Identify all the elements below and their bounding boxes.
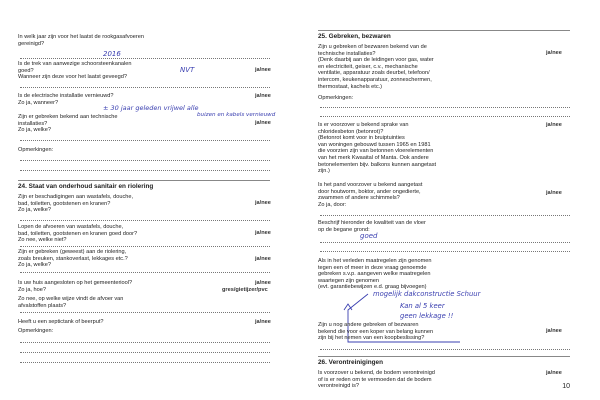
answer-25-1: ja/nee [546,50,562,56]
answer-line [20,160,270,161]
handwriting-good: goed [360,232,378,240]
answer-line [20,352,270,353]
answer-chimney-yesno: ja/nee [255,67,271,73]
remarks-label-3: Opmerkingen: [318,95,354,101]
answer-25-2: ja/nee [546,122,562,128]
answer-line [20,170,270,171]
answer-24-2: ja/nee [255,230,271,236]
section-divider [18,180,270,181]
answer-25-6: ja/nee [546,328,562,334]
q-electric-defects: Zijn er gebreken bekend aan technische installaties? Zo ja, welke? [18,114,118,134]
handwriting-nvt: NVT [180,66,195,74]
answer-24-4a: ja/nee [255,280,271,286]
page-number: 10 [562,383,570,390]
q-chimney-draft: Is de trek van aanwezige schoorsteenkanalen goed? [18,61,132,74]
q-electric-renewed: Is de electrische installatie vernieuwd? Zo ja, wanneer? [18,93,114,106]
q24-damage: Zijn er beschadigingen aan wastafels, douche, bad, toiletten, gootstenen en kranen? Zo ja, welke? [18,194,134,214]
q25-installations: Zijn u gebreken of bezwaren bekend van de technische installaties? (Denk daarbij aan de leidingen voor gas, water en electriciteit, geiser, c.v., mechanische ventilatie, apparatuur zoals deurbel, telefoon/ intercom, keukenapparatuur, zonneschermen, thermostaat, kachels etc.) [318,44,434,90]
section-divider [318,356,570,357]
q24-drains: Lopen de afvoeren van wastafels, douche, bad, toiletten, gootstenen en kranen goed door? Zo nee, welke niet? [18,224,138,244]
answer-line [320,251,570,252]
handwriting-note-1: mogelijk dakconstructie Schuur [373,290,481,298]
handwriting-electric-2: buizen en kabels vernieuwd [197,112,276,118]
handwriting-electric: ± 30 jaar geleden vrijwel alle [103,104,199,112]
answer-line [20,87,270,88]
answer-line [20,140,270,141]
q26-soil-pollution: Is voorzover u bekend, de bodem verontreinigd of is er reden om te vermoeden dat de bodem verontreinigd is? [318,370,435,390]
answer-line [320,107,570,108]
q24-sewer-defects: Zijn er gebreken (geweest) aan de riolering, zoals breuken, stankoverlast, lekkages etc.? Zo ja, welke? [18,249,128,269]
answer-electric-defect-yesno: ja/nee [255,120,271,126]
answer-line [20,220,270,221]
section-26-title: 26. Verontreinigingen [318,359,383,366]
answer-24-4b: gres/gietijzer/pvc [222,287,268,293]
remarks-label: Opmerkingen: [18,147,54,153]
answer-line [20,246,270,247]
answer-26-1: ja/nee [546,370,562,376]
q24-municipal-sewer: Is uw huis aangesloten op het gemeenteriool? Zo ja, hoe? [18,280,133,293]
section-25-title: 25. Gebreken, bezwaren [318,33,391,40]
answer-line [20,342,270,343]
answer-electric-yesno: ja/nee [255,93,271,99]
q24-waste-disposal: Zo nee, op welke wijze vindt de afvoer van afvalstoffen plaats? [18,296,124,309]
section-divider [318,30,570,31]
q25-pests: Is het pand voorzover u bekend aangetast door houtworm, boktor, ander ongedierte, zwammen of andere schimmels? Zo ja, door: [318,182,423,208]
handwriting-year: 2016 [103,50,121,58]
q25-floor-quality: Beschrijf hieronder de kwaliteit van de vloer op de begane grond: [318,220,426,233]
q-chimney-cleaned: In welk jaar zijn voor het laatst de rookgasafvoeren gereinigd? [18,34,144,47]
answer-line [20,272,270,273]
answer-line [20,362,270,363]
answer-line [320,116,570,117]
answer-line [320,215,570,216]
answer-line [20,58,270,59]
answer-line [20,312,270,313]
remarks-label-2: Opmerkingen: [18,328,54,334]
q-chimney-swept: Wanneer zijn deze voor het laatst geveegd? [18,74,127,80]
answer-24-6: ja/nee [255,319,271,325]
handwriting-note-3: geen lekkage !! [400,312,454,320]
handwriting-note-2: Kan al 5 keer [400,302,445,310]
q25-other-defects: Zijn u nog andere gebreken of bezwaren bekend die voor een koper van belang kunnen zijn bij het nemen van een koopbeslissing? [318,322,434,342]
q24-septic-tank: Heeft u een septictank of beerput? [18,319,104,325]
section-24-title: 24. Staat van onderhoud sanitair en riolering [18,183,154,190]
answer-24-1: ja/nee [255,200,271,206]
answer-25-3: ja/nee [546,190,562,196]
q25-concrete-rot: Is er voorzover u bekend sprake van chloridesbeton (betonrot)? (Betonrot komt voor in bruiptuinties van woningen gebouwd tussen 1965 en 1981 die voorzien zijn van betonnen vloerelementen van het merk Kwaaital of Manta. Ook andere betonelementen bijv. balkons kunnen aangetast zijn.) [318,122,437,175]
answer-line [320,349,570,350]
answer-line [320,242,570,243]
answer-24-3: ja/nee [255,256,271,262]
q25-measures: Als in het verleden maatregelen zijn genomen tegen een of meer in deze vraag genoemde gebreken s.v.p. aangeven welke maatregelen waartegen zijn genomen (evt. garantiebewijzen e.d. graag bijvoegen) [318,258,432,291]
